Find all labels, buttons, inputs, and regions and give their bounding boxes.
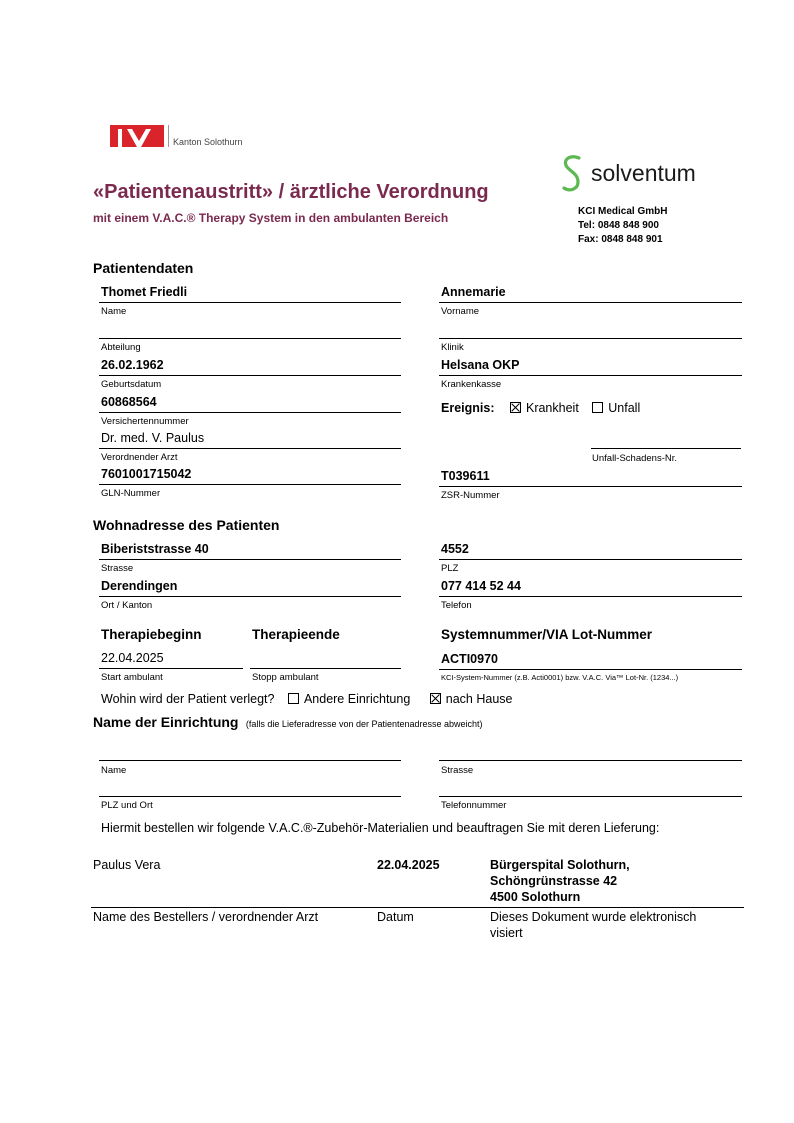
therapiebeginn-header: Therapiebeginn	[101, 627, 202, 642]
vorname-value[interactable]: Annemarie	[441, 285, 506, 299]
address-line1: Bürgerspital Solothurn,	[490, 858, 630, 872]
geburtsdatum-label: Geburtsdatum	[101, 379, 162, 390]
company-name: KCI Medical GmbH	[578, 206, 668, 217]
krankheit-checkbox[interactable]	[510, 402, 521, 413]
krankenkasse-value[interactable]: Helsana OKP	[441, 358, 520, 372]
zsr-label: ZSR-Nummer	[441, 490, 500, 501]
canton-logo-mark	[110, 125, 164, 147]
telefon-label: Telefon	[441, 600, 472, 611]
plz-value[interactable]: 4552	[441, 542, 469, 556]
address-line2: Schöngrünstrasse 42	[490, 874, 618, 888]
vorname-label: Vorname	[441, 306, 480, 317]
unfall-schadens-label: Unfall-Schadens-Nr.	[592, 453, 678, 464]
krankheit-label: Krankheit	[525, 401, 579, 415]
unfall-label: Unfall	[608, 401, 641, 415]
brand-name: solventum	[591, 160, 696, 186]
versichertennummer-value[interactable]: 60868564	[101, 395, 157, 409]
systemnummer-header: Systemnummer/VIA Lot-Nummer	[441, 627, 653, 642]
name-label: Name	[101, 306, 127, 317]
stopp-ambulant-label: Stopp ambulant	[252, 672, 319, 683]
versichertennummer-label: Versichertennummer	[101, 416, 189, 427]
company-fax: Fax: 0848 848 901	[578, 234, 663, 245]
besteller-label: Name des Bestellers / verordnender Arzt	[93, 910, 319, 924]
nach-hause-checkbox[interactable]	[430, 693, 441, 704]
signed-line1: Dieses Dokument wurde elektronisch	[490, 910, 697, 924]
signed-line2: visiert	[490, 926, 523, 940]
krankenkasse-label: Krankenkasse	[441, 379, 502, 390]
strasse-label: Strasse	[101, 563, 134, 574]
verlegt-question: Wohin wird der Patient verlegt?	[101, 692, 275, 706]
section-einrichtung	[93, 714, 483, 732]
start-ambulant-value[interactable]: 22.04.2025	[101, 651, 164, 665]
einrichtung-plz-label: PLZ und Ort	[101, 800, 153, 811]
unfall-checkbox[interactable]	[592, 402, 603, 413]
telefon-value[interactable]: 077 414 52 44	[441, 579, 521, 593]
gln-label: GLN-Nummer	[101, 488, 161, 499]
address-line3: 4500 Solothurn	[490, 890, 581, 904]
page-subtitle: mit einem V.A.C.® Therapy System in den ambulanten Bereich	[93, 211, 449, 225]
solventum-logo	[558, 154, 708, 194]
strasse-value[interactable]: Biberiststrasse 40	[101, 542, 209, 556]
gln-value[interactable]: 7601001715042	[101, 467, 192, 481]
ereignis-group	[441, 401, 640, 415]
zsr-value[interactable]: T039611	[441, 469, 490, 483]
ort-label: Ort / Kanton	[101, 600, 153, 611]
geburtsdatum-value[interactable]: 26.02.1962	[101, 358, 164, 372]
name-value[interactable]: Thomet Friedli	[101, 285, 188, 299]
company-tel: Tel: 0848 848 900	[578, 220, 659, 231]
systemnummer-value[interactable]: ACTI0970	[441, 652, 498, 666]
therapieende-header: Therapieende	[252, 627, 340, 642]
arzt-value[interactable]: Dr. med. V. Paulus	[101, 431, 205, 445]
plz-label: PLZ	[441, 563, 459, 574]
besteller-value[interactable]: Paulus Vera	[93, 858, 161, 872]
ort-value[interactable]: Derendingen	[101, 579, 178, 593]
datum-label: Datum	[377, 910, 414, 924]
ereignis-label: Ereignis:	[441, 401, 495, 415]
start-ambulant-label: Start ambulant	[101, 672, 163, 683]
arzt-label: Verordnender Arzt	[101, 452, 178, 463]
order-statement: Hiermit bestellen wir folgende V.A.C.®-Zubehör-Materialien und beauftragen Sie mit deren Lieferung:	[101, 821, 660, 835]
nach-hause-label: nach Hause	[445, 692, 513, 706]
klinik-label: Klinik	[441, 342, 464, 353]
einrichtung-note: (falls die Lieferadresse von der Patientenadresse abweicht)	[245, 719, 483, 729]
andere-einrichtung-label: Andere Einrichtung	[303, 692, 411, 706]
section-patientendaten: Patientendaten	[93, 260, 194, 276]
canton-logo	[110, 125, 250, 147]
verlegt-group	[101, 692, 512, 706]
systemnummer-label: KCI-System-Nummer (z.B. Acti0001) bzw. V.A.C. Via™ Lot-Nr. (1234...)	[441, 673, 679, 682]
einrichtung-telefon-label: Telefonnummer	[441, 800, 507, 811]
datum-value[interactable]: 22.04.2025	[377, 858, 440, 872]
canton-logo-text: Kanton Solothurn	[173, 137, 243, 147]
einrichtung-title: Name der Einrichtung	[93, 714, 239, 730]
einrichtung-strasse-label: Strasse	[441, 765, 474, 776]
page-title: «Patientenaustritt» / ärztliche Verordnung	[93, 181, 489, 203]
andere-einrichtung-checkbox[interactable]	[288, 693, 299, 704]
solventum-logo-icon	[558, 154, 588, 194]
einrichtung-name-label: Name	[101, 765, 127, 776]
section-wohnadresse: Wohnadresse des Patienten	[93, 517, 280, 533]
abteilung-label: Abteilung	[101, 342, 141, 353]
